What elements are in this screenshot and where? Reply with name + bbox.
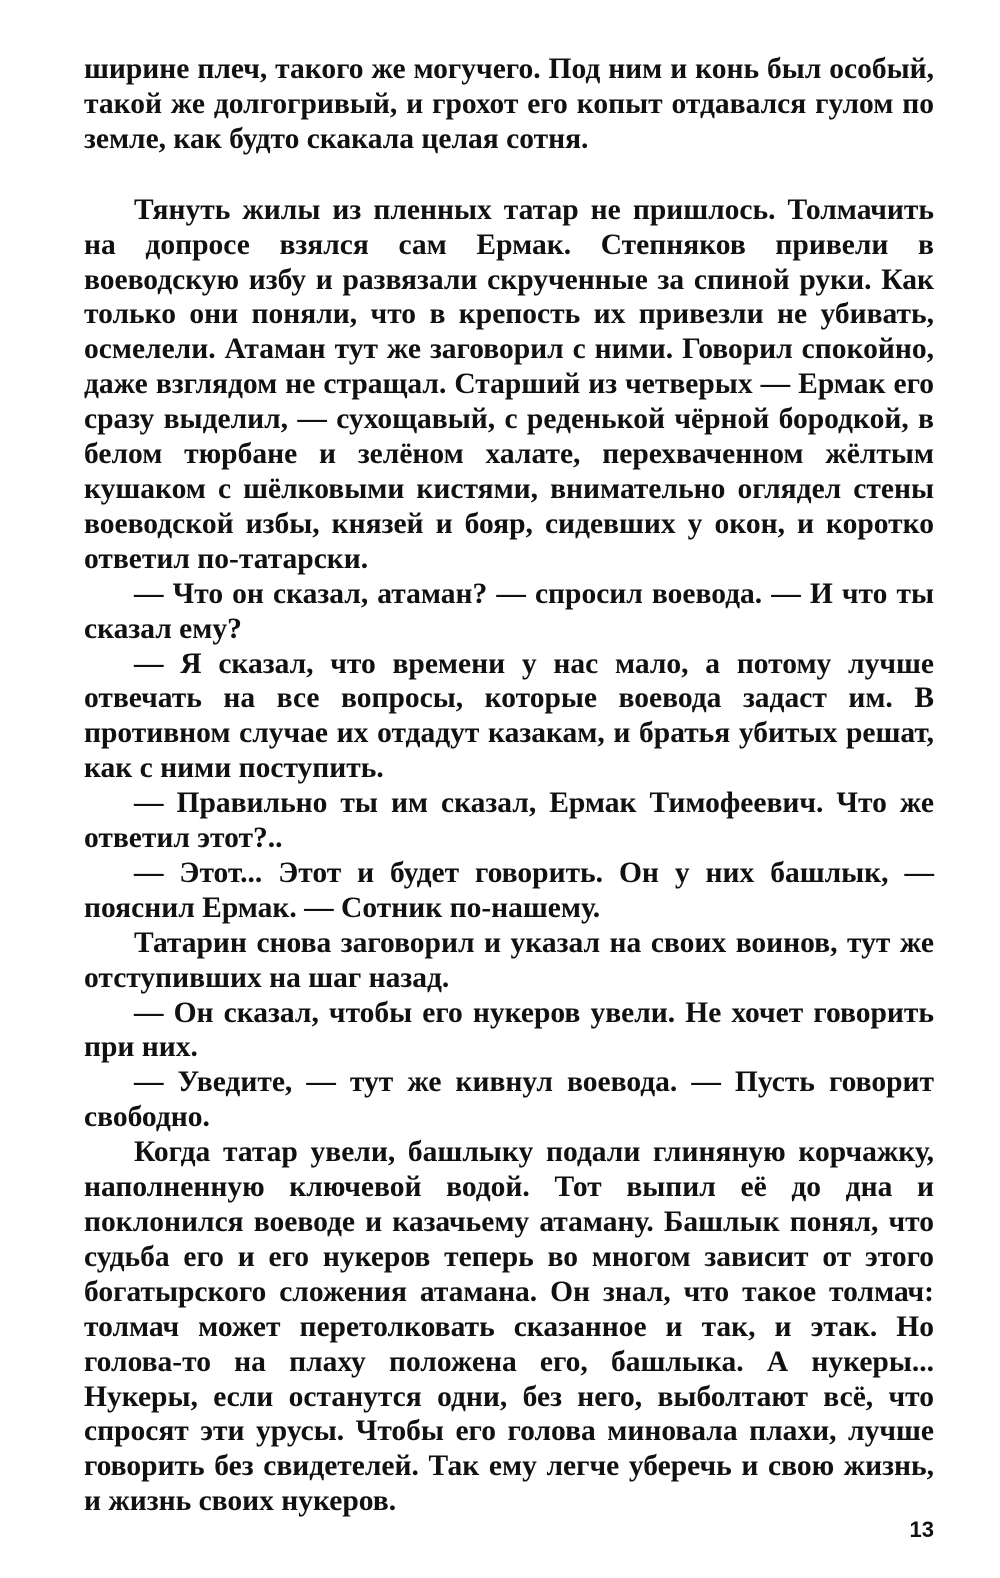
paragraph-tatar-speaks: Татарин снова заговорил и указал на своих воинов, тут же отступивших на шаг назад. [84,926,934,994]
dialogue-ermak-answer: — Я сказал, что времени у нас мало, а потому лучше отвечать на все вопросы, которые воевода задаст им. В противном случае их отдадут казакам, и братья убитых решат, как с ними поступить. [84,647,934,785]
page-number: 13 [909,1517,934,1542]
paragraph-interrogation-start: Тянуть жилы из пленных татар не пришлось. Толмачить на допросе взялся сам Ермак. Степняков привели в воеводскую избу и развязали скрученные за спиной руки. Как только они поняли, что в крепость их привезли не убивать, осмелели. Атаман тут же заговорил с ними. Говорил спокойно, даже взглядом не стращал. Старший из четверых — Ермак его сразу выделил, — сухощавый, с реденькой чёрной бородкой, в белом тюрбане и зелёном халате, перехваченном жёлтым кушаком с шёлковыми кистями, внимательно оглядел стены воеводской избы, князей и бояр, сидевших у окон, и коротко ответил по-татарски. [84,193,934,575]
book-page [84,52,934,1532]
dialogue-ermak-explains: — Этот... Этот и будет говорить. Он у них башлык, — пояснил Ермак. — Сотник по-нашему. [84,856,934,924]
paragraph-bashlyk-reflection: Когда татар увели, башлыку подали глиняную корчажку, наполненную ключевой водой. Тот выпил её до дна и поклонился воеводе и казачьему атаману. Башлык понял, что судьба его и его нукеров теперь во многом зависит от этого богатырского сложения атамана. Он знал, что такое толмач: толмач может перетолковать сказанное и так, и этак. Но голова-то на плаху положена его, башлыка. А нукеры... Нукеры, если останутся одни, без него, выболтают всё, что спросят эти урусы. Чтобы его голова миновала плахи, лучше говорить без свидетелей. Так ему легче уберечь и свою жизнь, и жизнь своих нукеров. [84,1136,934,1518]
paragraph-continuation: ширине плеч, такого же могучего. Под ним и конь был особый, такой же долгогривый, и грохот его копыт отдавался гулом по земле, как будто скакала целая сотня. [84,53,934,155]
dialogue-nukers-request: — Он сказал, чтобы его нукеров увели. Не хочет говорить при них. [84,996,934,1064]
dialogue-voevoda-reply: — Правильно ты им сказал, Ермак Тимофеевич. Что же ответил этот?.. [84,787,934,855]
dialogue-voevoda-question: — Что он сказал, атаман? — спросил воевода. — И что ты сказал ему? [84,577,934,645]
dialogue-voevoda-orders: — Уведите, — тут же кивнул воевода. — Пусть говорит свободно. [84,1066,934,1134]
